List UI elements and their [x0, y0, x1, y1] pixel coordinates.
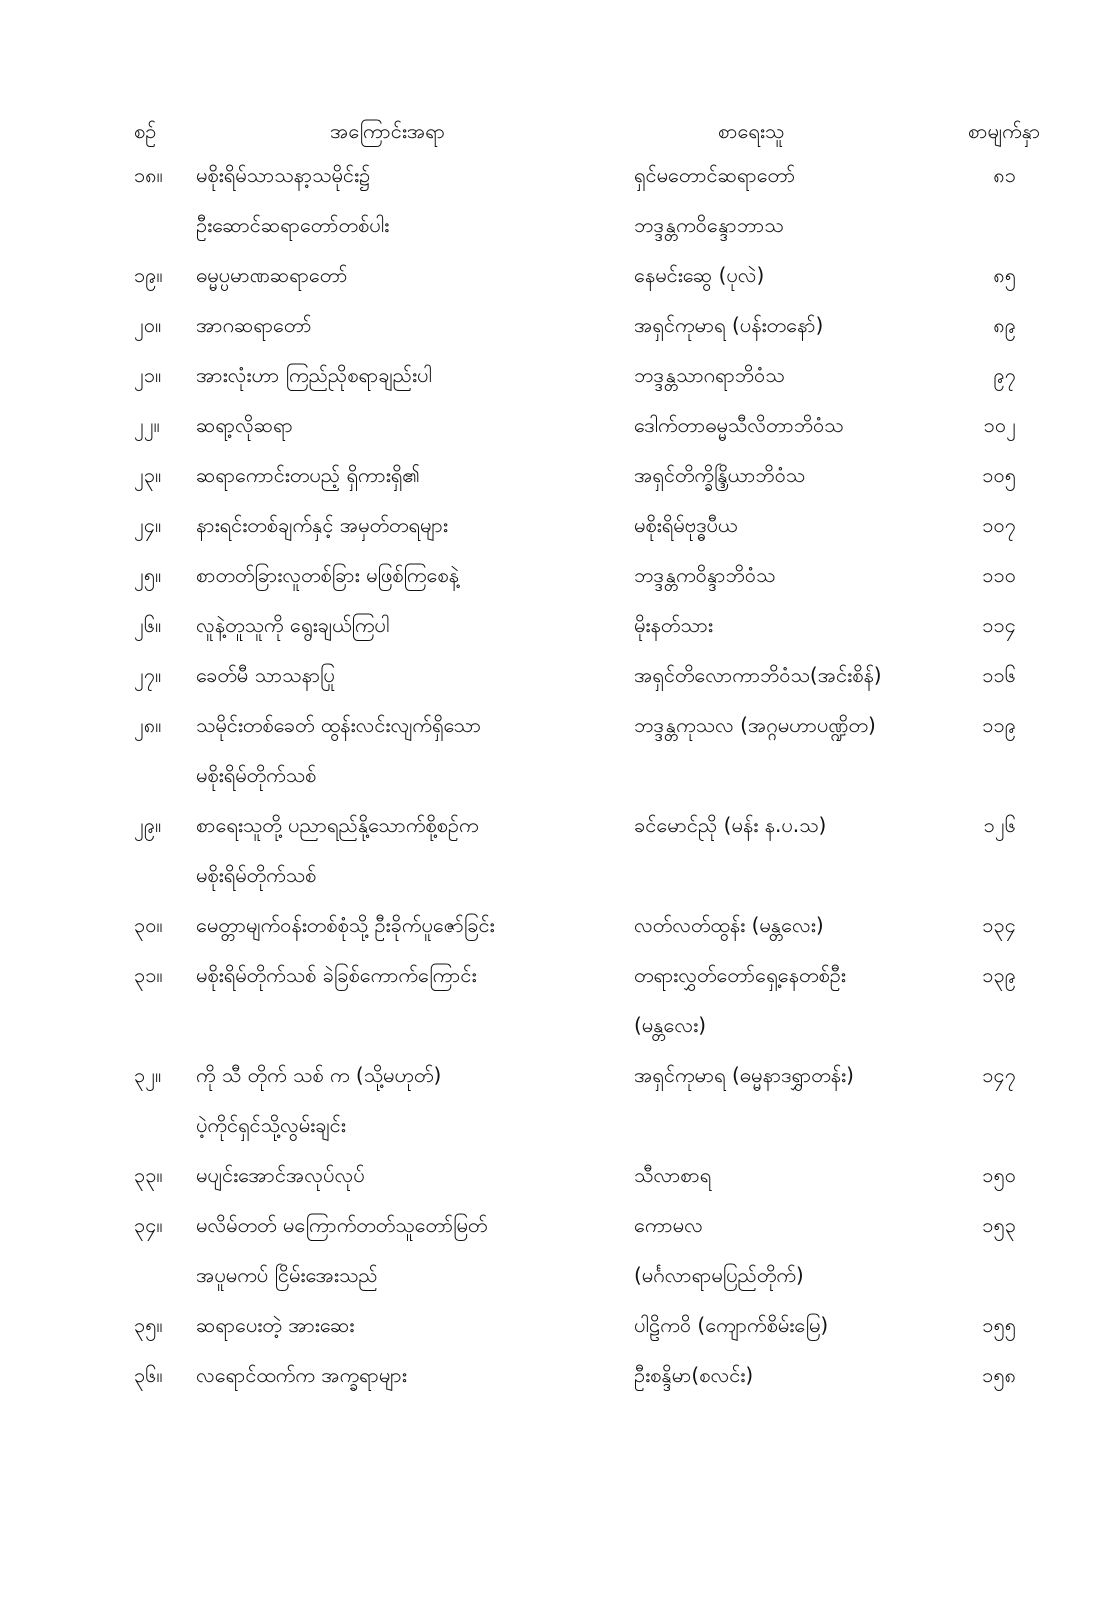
entry-title-line: မစိုးရိမ်တိုက်သစ်: [196, 863, 317, 887]
entry-author-line: ဘဒ္ဒန္တသာဂရာဘိဝံသ: [634, 363, 785, 387]
entry-author-line: အရှင်ကုမာရ (ဓမ္မနာဒရွှာတန်း): [634, 1063, 854, 1087]
entry-author: [634, 950, 944, 1050]
entry-author-line: ရှင်မတောင်ဆရာတော်: [634, 163, 796, 187]
entry-number: ၂၇။: [134, 663, 162, 687]
toc-entry: [0, 400, 1120, 450]
entry-page-number: ၁၀၇: [982, 513, 1016, 537]
entry-author: [634, 500, 944, 550]
entry-author: [634, 1200, 944, 1300]
toc-entry: [0, 650, 1120, 700]
entry-author: [634, 1150, 944, 1200]
entry-title: [194, 950, 634, 1050]
entry-author: [634, 350, 944, 400]
entry-number: ၂၉။: [134, 813, 162, 837]
entry-title-line: နားရင်းတစ်ချက်နှင့် အမှတ်တရများ: [196, 513, 448, 537]
entry-author: [634, 1350, 944, 1400]
entry-title: [194, 400, 634, 450]
entry-title-line: အားလုံးဟာ ကြည်ညိုစရာချည်းပါ: [196, 363, 432, 387]
entry-author: [634, 800, 944, 900]
entry-number: ၂၀။: [134, 313, 162, 337]
entry-number: ၃၄။: [134, 1213, 163, 1237]
toc-entry: [0, 1150, 1120, 1200]
entry-number: ၂၅။: [134, 563, 162, 587]
entry-title-line: အာဂဆရာတော်: [196, 313, 312, 337]
entry-title-line: စာတတ်ခြားလူတစ်ခြား မဖြစ်ကြစေနဲ့: [196, 563, 459, 587]
toc-entry: [0, 700, 1120, 800]
toc-entry: [0, 1350, 1120, 1400]
entry-author-line: အရှင်ကုမာရ (ပန်းတနော်): [634, 313, 824, 337]
entry-author-line: သီလာစာရ: [634, 1163, 712, 1187]
entry-title: [194, 150, 634, 250]
entry-number: ၁၉။: [134, 263, 163, 287]
entry-title-line: ဆရာကောင်းတပည့် ရှိကားရှိ၏: [196, 463, 421, 487]
toc-entry: [0, 800, 1120, 900]
entry-title: [194, 1200, 634, 1300]
entry-title: [194, 1150, 634, 1200]
entry-title: [194, 250, 634, 300]
entry-page-number: ၈၅: [993, 263, 1016, 287]
entry-author: [634, 300, 944, 350]
entry-author: [634, 1300, 944, 1350]
entry-author: [634, 600, 944, 650]
entry-number: ၃၅။: [134, 1313, 163, 1337]
entry-author: [634, 700, 944, 800]
entry-author-line: [634, 750, 944, 800]
toc-entry: [0, 250, 1120, 300]
entry-number: ၂၃။: [134, 463, 162, 487]
entry-title-line: မပျင်းအောင်အလုပ်လုပ်: [196, 1163, 365, 1187]
entry-page-number: ၁၀၂: [983, 413, 1016, 437]
entry-title-line: မစိုးရိမ်တိုက်သစ်: [196, 763, 317, 787]
entry-title-line: လရောင်ထက်က အက္ခရာများ: [196, 1363, 407, 1387]
entry-author-line: ဒေါက်တာဓမ္မသီလိတာဘိဝံသ: [634, 413, 844, 437]
entry-number: ၁၈။: [134, 163, 163, 187]
entry-author: [634, 550, 944, 600]
entry-title-line: မစိုးရိမ်တိုက်သစ် ခဲခြစ်ကောက်ကြောင်း: [196, 963, 477, 987]
entry-title: [194, 1050, 634, 1150]
toc-entry: [0, 950, 1120, 1050]
entry-author-line: [634, 1100, 944, 1150]
entry-page-number: ၈၁: [993, 163, 1016, 187]
entry-author: [634, 400, 944, 450]
entry-author-line: အရှင်တိက္ခိန္ဒြိယာဘိဝံသ: [634, 463, 806, 487]
entry-title-line: သမိုင်းတစ်ခေတ် ထွန်းလင်းလျက်ရှိသော: [196, 713, 482, 737]
toc-entry: [0, 600, 1120, 650]
entry-title-line: ဦးဆောင်ဆရာတော်တစ်ပါး: [196, 213, 390, 237]
entry-title-line: အပူမကပ် ငြိမ်းအေးသည်: [196, 1263, 378, 1287]
entry-title: [194, 650, 634, 700]
entry-author: [634, 900, 944, 950]
entry-title-line: မေတ္တာမျက်ဝန်းတစ်စုံသို့ ဦးခိုက်ပူဇော်ခြင်း: [196, 913, 495, 937]
entry-title: [194, 700, 634, 800]
toc-list: [0, 150, 1120, 1400]
entry-author-line: (မင်္ဂလာရာမပြည်တိုက်): [634, 1263, 804, 1287]
toc-entry: [0, 1050, 1120, 1150]
entry-author-line: ဦးစန္ဒိမာ(စလင်း): [634, 1363, 754, 1387]
entry-title-line: ဆရာ့လိုဆရာ: [196, 413, 293, 437]
toc-entry: [0, 150, 1120, 250]
toc-entry: [0, 450, 1120, 500]
entry-page-number: ၁၁၉: [982, 713, 1016, 737]
entry-author-line: ဘဒ္ဒန္တကဝိန္ဒာဘိဝံသ: [634, 563, 776, 587]
entry-page-number: ၁၄၇: [982, 1063, 1016, 1087]
entry-number: ၂၂။: [134, 413, 160, 437]
header-number: စဉ်: [134, 119, 157, 143]
entry-author: [634, 150, 944, 250]
entry-author-line: မစိုးရိမ်ဗုဒ္ဓပီယ: [634, 513, 738, 537]
entry-page-number: ၁၀၅: [982, 463, 1016, 487]
toc-entry: [0, 300, 1120, 350]
entry-title: [194, 600, 634, 650]
entry-title-line: ကို သီ တိုက် သစ် က (သို့မဟုတ်): [196, 1063, 442, 1087]
entry-author-line: တရားလွှတ်တော်ရှေ့နေတစ်ဦး: [634, 963, 846, 987]
entry-number: ၃၃။: [134, 1163, 163, 1187]
entry-title-line: ခေတ်မီ သာသနာပြု: [196, 663, 335, 687]
entry-author-line: အရှင်တိလောကာဘိဝံသ(အင်းစိန်): [634, 663, 882, 687]
entry-author: [634, 250, 944, 300]
entry-author-line: မိုးနတ်သား: [634, 613, 713, 637]
entry-title: [194, 900, 634, 950]
entry-title: [194, 550, 634, 600]
entry-title: [194, 350, 634, 400]
entry-title: [194, 800, 634, 900]
entry-title-line: မစိုးရိမ်သာသနာ့သမိုင်း၌: [196, 163, 371, 187]
entry-page-number: ၁၅၅: [982, 1313, 1016, 1337]
entry-number: ၃၁။: [134, 963, 163, 987]
entry-page-number: ၁၃၄: [982, 913, 1016, 937]
entry-page-number: ၉၇: [993, 363, 1016, 387]
entry-page-number: ၁၂၆: [983, 813, 1016, 837]
entry-number: ၃၆။: [134, 1363, 163, 1387]
entry-title-line: ဆရာပေးတဲ့ အားဆေး: [196, 1313, 355, 1337]
entry-author-line: နေမင်းဆွေ (ပုလဲ): [634, 263, 765, 287]
entry-title-line: လူနဲ့တူသူကို ရွေးချယ်ကြပါ: [196, 613, 390, 637]
entry-page-number: ၈၉: [993, 313, 1016, 337]
entry-title: [194, 450, 634, 500]
entry-title-line: ပဲ့ကိုင်ရှင်သို့လွမ်းချင်း: [196, 1113, 346, 1137]
entry-author-line: လတ်လတ်ထွန်း (မန္တလေး): [634, 913, 824, 937]
entry-title-line: ဓမ္မပ္ပမာဏဆရာတော်: [196, 263, 348, 287]
entry-title: [194, 500, 634, 550]
entry-author-line: [634, 850, 944, 900]
entry-author-line: ဘဒ္ဒန္တကဝိန္ဒောဘာသ: [634, 213, 784, 237]
entry-author: [634, 650, 944, 700]
entry-title-line: စာရေးသူတို့ ပညာရည်နို့သောက်စို့စဉ်က: [196, 813, 479, 837]
entry-number: ၂၈။: [134, 713, 162, 737]
entry-title-line: [196, 1000, 634, 1050]
toc-entry: [0, 500, 1120, 550]
entry-page-number: ၁၅၀: [982, 1163, 1016, 1187]
entry-number: ၂၆။: [134, 613, 162, 637]
entry-title: [194, 300, 634, 350]
entry-title-line: မလိမ်တတ် မကြောက်တတ်သူတော်မြတ်: [196, 1213, 488, 1237]
entry-page-number: ၁၁၀: [982, 563, 1016, 587]
header-page: စာမျက်နှာ: [968, 119, 1041, 143]
toc-entry: [0, 1300, 1120, 1350]
entry-author-line: ကောမလ: [634, 1213, 703, 1237]
entry-page-number: ၁၁၆: [982, 663, 1016, 687]
entry-title: [194, 1350, 634, 1400]
entry-number: ၃၂။: [134, 1063, 162, 1087]
header-author: စာရေးသူ: [718, 119, 785, 143]
toc-entry: [0, 1200, 1120, 1300]
entry-author-line: (မန္တလေး): [634, 1013, 707, 1037]
entry-author-line: ခင်မောင်ညို (မန်း န.ပ.သ): [634, 813, 827, 837]
entry-author-line: ပါဠိကဝိ (ကျောက်စိမ်းမြေ): [634, 1313, 829, 1337]
entry-author: [634, 450, 944, 500]
entry-page-number: ၁၁၄: [982, 613, 1016, 637]
entry-title: [194, 1300, 634, 1350]
entry-author: [634, 1050, 944, 1150]
entry-author-line: ဘဒ္ဒန္တကုသလ (အဂ္ဂမဟာပဏ္ဍိတ): [634, 713, 876, 737]
toc-entry: [0, 550, 1120, 600]
entry-page-number: ၁၅၃: [982, 1213, 1016, 1237]
toc-header: [0, 110, 1120, 150]
entry-number: ၂၄။: [134, 513, 162, 537]
entry-number: ၂၁။: [134, 363, 162, 387]
toc-entry: [0, 900, 1120, 950]
entry-page-number: ၁၅၈: [982, 1363, 1016, 1387]
toc-entry: [0, 350, 1120, 400]
entry-page-number: ၁၃၉: [982, 963, 1016, 987]
entry-number: ၃၀။: [134, 913, 163, 937]
header-title: အကြောင်းအရာ: [330, 119, 445, 143]
